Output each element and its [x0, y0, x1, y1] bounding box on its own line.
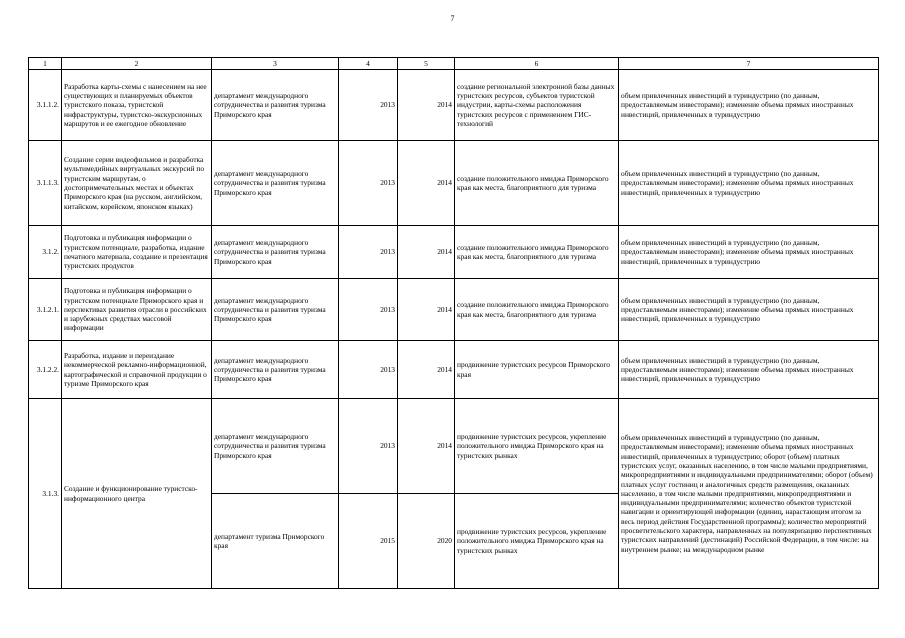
end-year: 2020 — [398, 494, 455, 589]
activity-name: Создание серии видеофильмов и разработка мультимедийных виртуальных экскурсий по туристским маршрутам, о достопримечательных местах и объектах Приморского края (на русском, английском, китайском, корейском, японском языках) — [62, 141, 212, 226]
executor: департамент международного сотрудничества и развития туризма Приморского края — [212, 70, 339, 141]
activity-name: Разработка, издание и переиздание некоммерческой рекламно-информационной, картографической и справочной продукции о туризме Приморского края — [62, 341, 212, 399]
start-year: 2013 — [339, 279, 398, 341]
activity-name: Создание и функционирование туристско-информационного центра — [62, 399, 212, 589]
start-year: 2013 — [339, 70, 398, 141]
expected-result: создание положительного имиджа Приморского края как места, благоприятного для туризма — [455, 141, 619, 226]
expected-result: продвижение туристских ресурсов Приморского края — [455, 341, 619, 399]
activity-name: Подготовка и публикация информации о туристском потенциале Приморского края и перспективах развития отрасли в российских и зарубежных средствах массовой информации — [62, 279, 212, 341]
activity-name: Подготовка и публикация информации о туристском потенциале, разработка, издание печатного материала, создание и презентация туристских продуктов — [62, 226, 212, 279]
table-row — [29, 226, 879, 279]
activity-code: 3.1.2.1. — [29, 279, 62, 341]
table-row — [29, 399, 879, 494]
executor: департамент международного сотрудничества и развития туризма Приморского края — [212, 341, 339, 399]
indicators: объем привлеченных инвестиций в туриндустрию (по данным, предоставляемым инвесторами); изменение объема прямых иностранных инвестиций, привлеченных в туриндустрию — [619, 70, 879, 141]
end-year: 2014 — [398, 141, 455, 226]
header-row — [29, 58, 879, 70]
expected-result: создание положительного имиджа Приморского края как места, благоприятного для туризма — [455, 226, 619, 279]
end-year: 2014 — [398, 341, 455, 399]
program-activities-table — [28, 57, 879, 589]
indicators: объем привлеченных инвестиций в туриндустрию (по данным, предоставляемым инвесторами); изменение объема прямых иностранных инвестиций, привлеченных в туриндустрию; оборот (объем) платных туристских услуг, оказанных населению, в том числе малыми предприятиями, микропредприятиями и индивидуальными предпринимателями; оборот (объем) платных услуг гостиниц и аналогичных средств размещения, оказанных населению, в том числе малыми предприятиями, микропредприятиями и индивидуальными предпринимателями; количество объектов туристской навигации и ориентирующей информации (единиц, нарастающим итогом за весь период действия Государственной программы); количество мероприятий просветительского характера, направленных на популяризацию перспективных туристских направлений (дестинаций) Российской Федерации, в том числе: на внутреннем рынке; на международном рынке — [619, 399, 879, 589]
column-header-3: 3 — [212, 58, 339, 70]
start-year: 2013 — [339, 399, 398, 494]
start-year: 2013 — [339, 226, 398, 279]
indicators: объем привлеченных инвестиций в туриндустрию (по данным, предоставляемым инвесторами); изменение объема прямых иностранных инвестиций, привлеченных в туриндустрию — [619, 341, 879, 399]
activity-name: Разработка карты-схемы с нанесением на нее существующих и планируемых объектов туристского показа, туристской инфраструктуры, туристско-экскурсионных маршрутов и ее ежегодное обновление — [62, 70, 212, 141]
executor: департамент международного сотрудничества и развития туризма Приморского края — [212, 226, 339, 279]
end-year: 2014 — [398, 399, 455, 494]
column-header-7: 7 — [619, 58, 879, 70]
indicators: объем привлеченных инвестиций в туриндустрию (по данным, предоставляемым инвесторами); изменение объема прямых иностранных инвестиций, привлеченных в туриндустрию — [619, 226, 879, 279]
activity-code: 3.1.2. — [29, 226, 62, 279]
column-header-6: 6 — [455, 58, 619, 70]
column-header-4: 4 — [339, 58, 398, 70]
start-year: 2013 — [339, 141, 398, 226]
activity-code: 3.1.2.2. — [29, 341, 62, 399]
executor: департамент международного сотрудничества и развития туризма Приморского края — [212, 399, 339, 494]
table-row — [29, 70, 879, 141]
activity-code: 3.1.1.2. — [29, 70, 62, 141]
table-row — [29, 141, 879, 226]
end-year: 2014 — [398, 279, 455, 341]
page-number: 7 — [450, 14, 455, 23]
expected-result: создание региональной электронной базы данных туристских ресурсов, субъектов туристской индустрии, карты-схемы расположения туристских ресурсов с применением ГИС-технологий — [455, 70, 619, 141]
executor: департамент туризма Приморского края — [212, 494, 339, 589]
column-header-2: 2 — [62, 58, 212, 70]
end-year: 2014 — [398, 226, 455, 279]
executor: департамент международного сотрудничества и развития туризма Приморского края — [212, 279, 339, 341]
table-row — [29, 341, 879, 399]
table-row — [29, 279, 879, 341]
start-year: 2015 — [339, 494, 398, 589]
expected-result: продвижение туристских ресурсов, укрепление положительного имиджа Приморского края на туристских рынках — [455, 399, 619, 494]
expected-result: продвижение туристских ресурсов, укрепление положительного имиджа Приморского края на туристских рынках — [455, 494, 619, 589]
column-header-1: 1 — [29, 58, 62, 70]
start-year: 2013 — [339, 341, 398, 399]
expected-result: создание положительного имиджа Приморского края как места, благоприятного для туризма — [455, 279, 619, 341]
activity-code: 3.1.3. — [29, 399, 62, 589]
indicators: объем привлеченных инвестиций в туриндустрию (по данным, предоставляемым инвесторами); изменение объема прямых иностранных инвестиций, привлеченных в туриндустрию — [619, 279, 879, 341]
activity-code: 3.1.1.3. — [29, 141, 62, 226]
indicators: объем привлеченных инвестиций в туриндустрию (по данным, предоставляемым инвесторами); изменение объема прямых иностранных инвестиций, привлеченных в туриндустрию — [619, 141, 879, 226]
executor: департамент международного сотрудничества и развития туризма Приморского края — [212, 141, 339, 226]
end-year: 2014 — [398, 70, 455, 141]
column-header-5: 5 — [398, 58, 455, 70]
